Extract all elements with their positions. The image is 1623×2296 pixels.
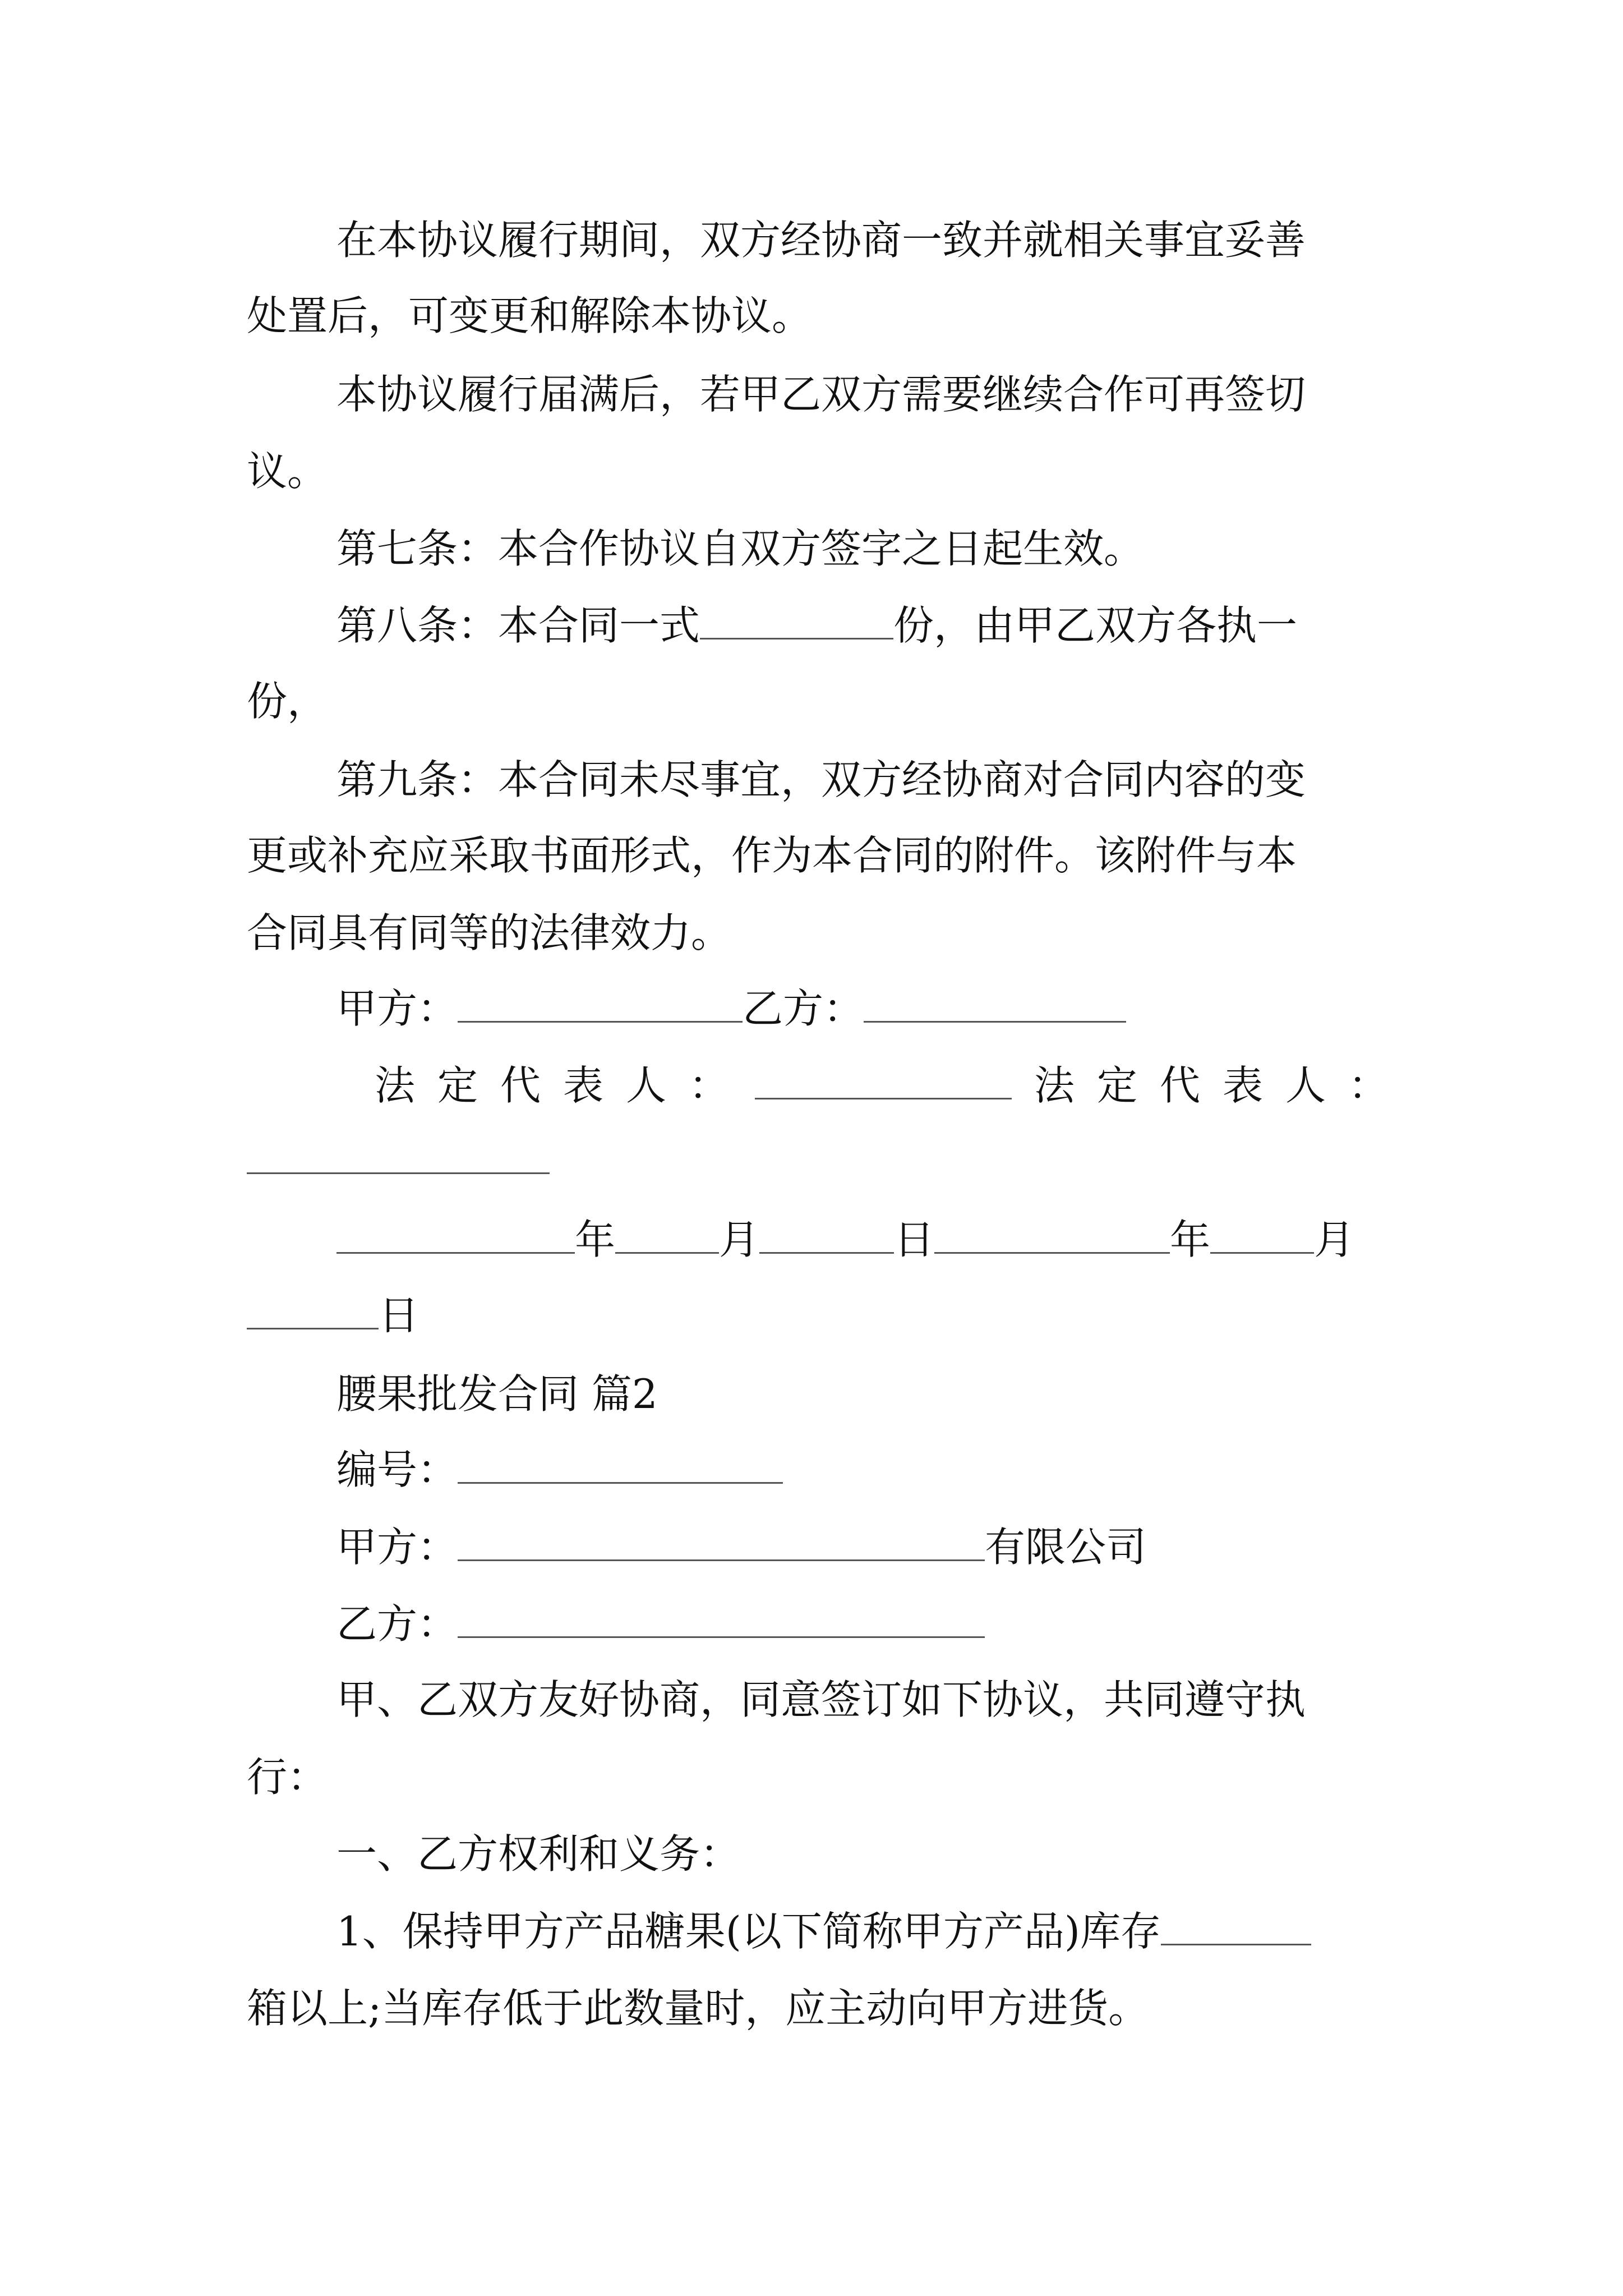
day-a-blank[interactable]: [759, 1215, 894, 1254]
year-a-blank[interactable]: [336, 1215, 575, 1254]
party-a-label: 甲方：: [336, 985, 458, 1032]
number-line: [336, 1442, 783, 1498]
party-a2-label: 甲方：: [336, 1524, 458, 1571]
item-1-line: [336, 1903, 1311, 1959]
party-a-blank[interactable]: [458, 984, 743, 1023]
paragraph-line: 更或补充应采取书面形式，作为本合同的附件。该附件与本: [247, 832, 1297, 879]
day-b-blank[interactable]: [247, 1291, 379, 1329]
paragraph-line: 第九条：本合同未尽事宜，双方经协商对合同内容的变: [336, 756, 1306, 803]
copies-blank[interactable]: [700, 601, 893, 639]
paragraph-line: 本协议履行届满后，若甲乙双方需要继续合作可再签切: [336, 371, 1306, 418]
paragraph-line: 议。: [247, 448, 328, 495]
party-b-blank[interactable]: [864, 984, 1126, 1023]
year-b-blank[interactable]: [934, 1215, 1170, 1254]
year-label: 年: [575, 1216, 616, 1263]
item-1-text: 1、保持甲方产品糖果(以下简称甲方产品)库存: [336, 1908, 1161, 1955]
number-label: 编号：: [336, 1446, 458, 1493]
paragraph-line: 份，: [247, 678, 328, 725]
section-heading: 腰果批发合同 篇2: [336, 1370, 658, 1418]
party-b-label: 乙方：: [743, 985, 864, 1032]
number-blank[interactable]: [458, 1445, 783, 1484]
party-b2-label: 乙方：: [336, 1600, 458, 1648]
paragraph-line: 行：: [247, 1754, 328, 1801]
legal-rep-line: [375, 1057, 1411, 1114]
party-b2-line: [336, 1596, 985, 1652]
paragraph-line: 甲、乙双方友好协商，同意签订如下协议，共同遵守执: [336, 1676, 1306, 1723]
day-label: 日: [894, 1216, 935, 1263]
paragraph-line: 处置后，可变更和解除本协议。: [247, 292, 813, 339]
legal-rep-label-a: 法定代表人：: [375, 1062, 752, 1109]
month-b-blank[interactable]: [1210, 1215, 1314, 1254]
article-8: [336, 597, 1297, 654]
section-title: 一、乙方权利和义务：: [336, 1830, 741, 1878]
party-a2-blank[interactable]: [458, 1522, 985, 1561]
article-8-text-b: 份，由甲乙双方各执一: [893, 602, 1298, 649]
party-b2-blank[interactable]: [458, 1599, 985, 1638]
legal-rep-a-blank[interactable]: [755, 1061, 1012, 1099]
paragraph-line: 在本协议履行期间，双方经协商一致并就相关事宜妥善: [336, 217, 1306, 264]
paragraph-line: 箱以上;当库存低于此数量时，应主动向甲方进货。: [247, 1985, 1149, 2032]
day-label: 日: [379, 1292, 419, 1339]
legal-rep-label-b: 法定代表人：: [1034, 1062, 1412, 1109]
month-label: 月: [719, 1216, 760, 1263]
party-a2-line: [336, 1519, 1146, 1575]
date-line: [336, 1212, 1354, 1268]
article-8-text-a: 第八条：本合同一式: [336, 602, 700, 649]
company-suffix: 有限公司: [985, 1524, 1147, 1571]
party-signature-line: [336, 981, 1126, 1037]
month-a-blank[interactable]: [615, 1215, 719, 1254]
stock-blank[interactable]: [1161, 1907, 1311, 1945]
article-7: 第七条：本合作协议自双方签字之日起生效。: [336, 525, 1145, 572]
paragraph-line: 合同具有同等的法律效力。: [247, 909, 732, 956]
legal-rep-b-blank[interactable]: [247, 1139, 550, 1174]
month-label: 月: [1314, 1216, 1355, 1263]
year-label: 年: [1170, 1216, 1211, 1263]
date-line-cont: [247, 1287, 419, 1343]
